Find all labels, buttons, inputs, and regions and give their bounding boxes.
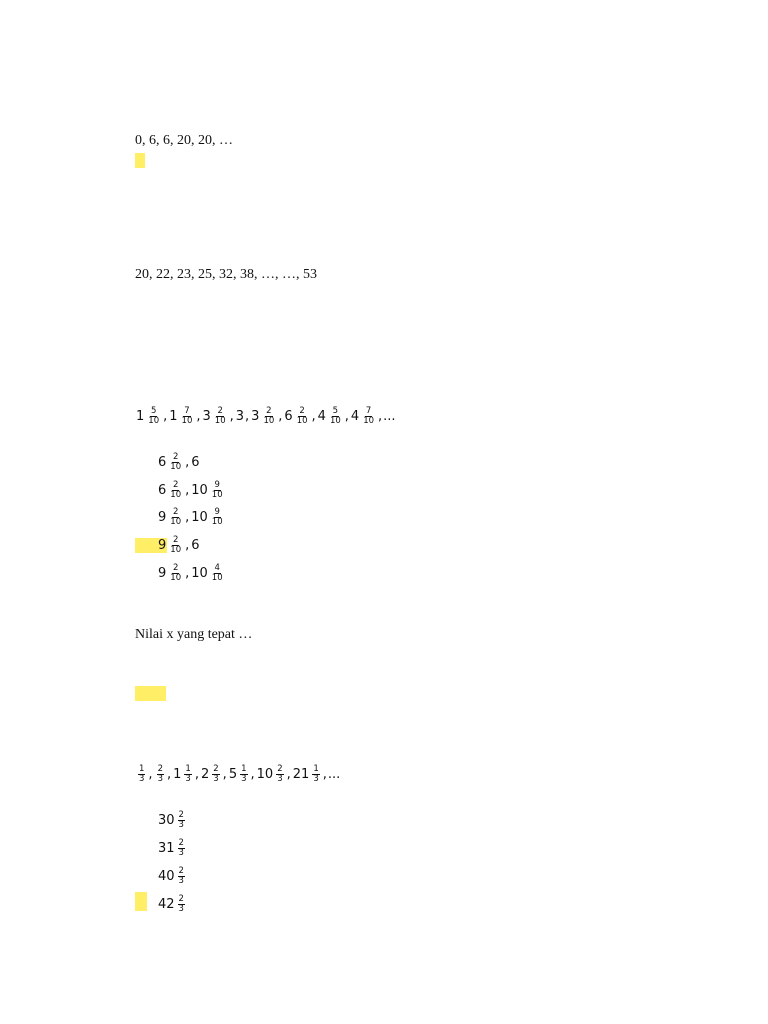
fraction-denominator: 3 xyxy=(241,773,247,784)
comma-separator: , xyxy=(185,537,190,553)
fraction-denominator: 10 xyxy=(214,415,226,426)
comma-separator: , xyxy=(166,766,172,782)
answer-option-e[interactable] xyxy=(157,561,226,585)
comma-separator: , xyxy=(222,766,227,782)
fraction xyxy=(169,508,182,527)
fraction-denominator: 10 xyxy=(363,415,375,426)
comma-separator: , xyxy=(344,408,349,424)
fraction-numerator: 2 xyxy=(172,506,179,517)
whole-number: 9 xyxy=(158,509,167,525)
whole-number: 30 xyxy=(158,812,175,828)
comma-separator: , xyxy=(311,408,316,424)
comma-separator: , xyxy=(163,408,168,424)
comma-separator: , xyxy=(185,565,190,581)
fraction xyxy=(178,839,185,858)
fraction xyxy=(211,564,224,583)
fraction-denominator: 3 xyxy=(157,773,163,784)
fraction-numerator: 2 xyxy=(178,809,184,820)
answer-option-c[interactable] xyxy=(157,505,226,529)
fraction-denominator: 3 xyxy=(313,773,319,784)
fraction-denominator: 3 xyxy=(178,819,184,830)
comma-separator: , xyxy=(185,454,190,470)
whole-number: 42 xyxy=(158,896,175,912)
fraction-numerator: 4 xyxy=(214,562,220,573)
fraction xyxy=(178,811,185,830)
fraction-denominator: 3 xyxy=(139,773,145,784)
whole-number: 31 xyxy=(158,840,175,856)
fraction xyxy=(329,407,342,426)
whole-number: 1 xyxy=(173,766,182,782)
answer-option-d[interactable] xyxy=(157,533,200,557)
comma-separator: , xyxy=(286,766,291,782)
fraction-denominator: 10 xyxy=(296,415,308,426)
comma-separator: , xyxy=(278,408,283,424)
whole-number: 40 xyxy=(158,868,175,884)
question-2-sequence: 20, 22, 23, 25, 32, 38, …, …, 53 xyxy=(135,267,317,282)
comma-separator: , xyxy=(229,408,234,424)
fraction xyxy=(262,407,275,426)
fraction xyxy=(181,407,194,426)
answer-option-b[interactable] xyxy=(157,836,187,860)
fraction-numerator: 7 xyxy=(184,405,190,416)
fraction-numerator: 2 xyxy=(157,763,163,774)
fraction xyxy=(211,508,224,527)
highlight-mark xyxy=(135,686,166,701)
whole-number: 2 xyxy=(200,766,210,782)
highlight-mark xyxy=(135,892,147,911)
fraction-numerator: 9 xyxy=(214,506,220,517)
fraction-numerator: 5 xyxy=(332,405,339,416)
fraction-denominator: 10 xyxy=(211,516,223,527)
fraction-numerator: 1 xyxy=(139,763,145,774)
fraction-numerator: 2 xyxy=(266,405,272,416)
answer-option-a[interactable] xyxy=(157,808,187,832)
whole-number: 10 xyxy=(191,565,208,581)
comma-separator: , xyxy=(378,408,383,424)
whole-number: 1 xyxy=(136,408,145,424)
fraction xyxy=(178,867,185,886)
fraction-numerator: 2 xyxy=(213,763,219,774)
ellipsis: ... xyxy=(327,766,341,782)
fraction-numerator: 9 xyxy=(214,479,220,490)
whole-number: 10 xyxy=(191,509,208,525)
fraction-denominator: 10 xyxy=(170,489,182,500)
comma-separator: , xyxy=(250,766,255,782)
fraction-numerator: 2 xyxy=(178,865,184,876)
fraction xyxy=(138,765,145,784)
fraction-numerator: 2 xyxy=(217,405,223,416)
fraction-numerator: 2 xyxy=(172,534,179,545)
whole-number: 6 xyxy=(284,408,293,424)
fraction xyxy=(211,481,224,500)
whole-number: 5 xyxy=(228,766,238,782)
comma-separator: , xyxy=(322,766,327,782)
fraction xyxy=(312,765,319,784)
fraction xyxy=(169,453,182,472)
fraction xyxy=(157,765,164,784)
whole-number: 1 xyxy=(169,408,178,424)
question-4-prompt: Nilai x yang tepat … xyxy=(135,627,253,642)
answer-option-a[interactable] xyxy=(157,450,200,474)
ellipsis: ... xyxy=(383,408,396,424)
fraction-numerator: 7 xyxy=(365,405,372,416)
fraction-denominator: 3 xyxy=(178,847,184,858)
whole-number: 6 xyxy=(158,454,167,470)
fraction-denominator: 10 xyxy=(170,516,182,527)
fraction-numerator: 1 xyxy=(241,763,247,774)
whole-number: 3 xyxy=(251,408,260,424)
fraction-denominator: 10 xyxy=(148,415,160,426)
fraction-numerator: 2 xyxy=(299,405,305,416)
whole-number: 4 xyxy=(350,408,360,424)
fraction xyxy=(169,536,182,555)
fraction xyxy=(214,407,227,426)
question-5-sequence xyxy=(135,760,340,788)
fraction-numerator: 2 xyxy=(178,837,184,848)
fraction-numerator: 5 xyxy=(150,405,157,416)
fraction-denominator: 10 xyxy=(263,415,275,426)
fraction-denominator: 3 xyxy=(178,903,184,914)
comma-separator: , xyxy=(185,482,190,498)
comma-separator: , xyxy=(245,408,250,424)
question-3-sequence xyxy=(135,402,396,430)
fraction-denominator: 10 xyxy=(170,544,182,555)
comma-separator: , xyxy=(196,408,201,424)
fraction-denominator: 3 xyxy=(277,773,283,784)
comma-separator: , xyxy=(148,766,153,782)
fraction xyxy=(169,481,182,500)
whole-number: 6 xyxy=(191,537,200,553)
fraction-numerator: 2 xyxy=(277,763,283,774)
whole-number: 10 xyxy=(191,482,208,498)
fraction-numerator: 1 xyxy=(313,763,319,774)
fraction xyxy=(212,765,219,784)
whole-number: 10 xyxy=(256,766,274,782)
fraction-denominator: 10 xyxy=(329,415,341,426)
fraction-numerator: 1 xyxy=(185,763,191,774)
fraction xyxy=(178,895,185,914)
answer-option-d[interactable] xyxy=(157,892,187,916)
fraction xyxy=(147,407,160,426)
fraction-denominator: 3 xyxy=(178,875,184,886)
fraction-denominator: 10 xyxy=(211,572,223,583)
comma-separator: , xyxy=(194,766,199,782)
fraction xyxy=(169,564,182,583)
fraction xyxy=(362,407,375,426)
question-1-sequence: 0, 6, 6, 20, 20, … xyxy=(135,133,233,148)
fraction-denominator: 10 xyxy=(170,461,182,472)
whole-number: 3 xyxy=(235,408,245,424)
fraction-denominator: 10 xyxy=(211,489,223,500)
whole-number: 21 xyxy=(292,766,310,782)
whole-number: 9 xyxy=(158,565,167,581)
fraction-denominator: 3 xyxy=(185,773,191,784)
fraction xyxy=(184,765,191,784)
fraction-denominator: 10 xyxy=(170,572,182,583)
answer-option-c[interactable] xyxy=(157,864,187,888)
fraction-denominator: 10 xyxy=(181,415,193,426)
whole-number: 4 xyxy=(317,408,326,424)
fraction-numerator: 2 xyxy=(172,562,179,573)
comma-separator: , xyxy=(185,509,190,525)
fraction-denominator: 3 xyxy=(213,773,219,784)
fraction xyxy=(276,765,283,784)
whole-number: 3 xyxy=(202,408,211,424)
fraction-numerator: 2 xyxy=(172,451,179,462)
whole-number: 6 xyxy=(191,454,200,470)
fraction xyxy=(296,407,309,426)
fraction-numerator: 2 xyxy=(178,893,184,904)
whole-number: 6 xyxy=(158,482,167,498)
fraction xyxy=(240,765,247,784)
fraction-numerator: 2 xyxy=(172,479,179,490)
answer-option-b[interactable] xyxy=(157,478,226,502)
whole-number: 9 xyxy=(158,537,167,553)
highlight-mark xyxy=(135,153,145,168)
